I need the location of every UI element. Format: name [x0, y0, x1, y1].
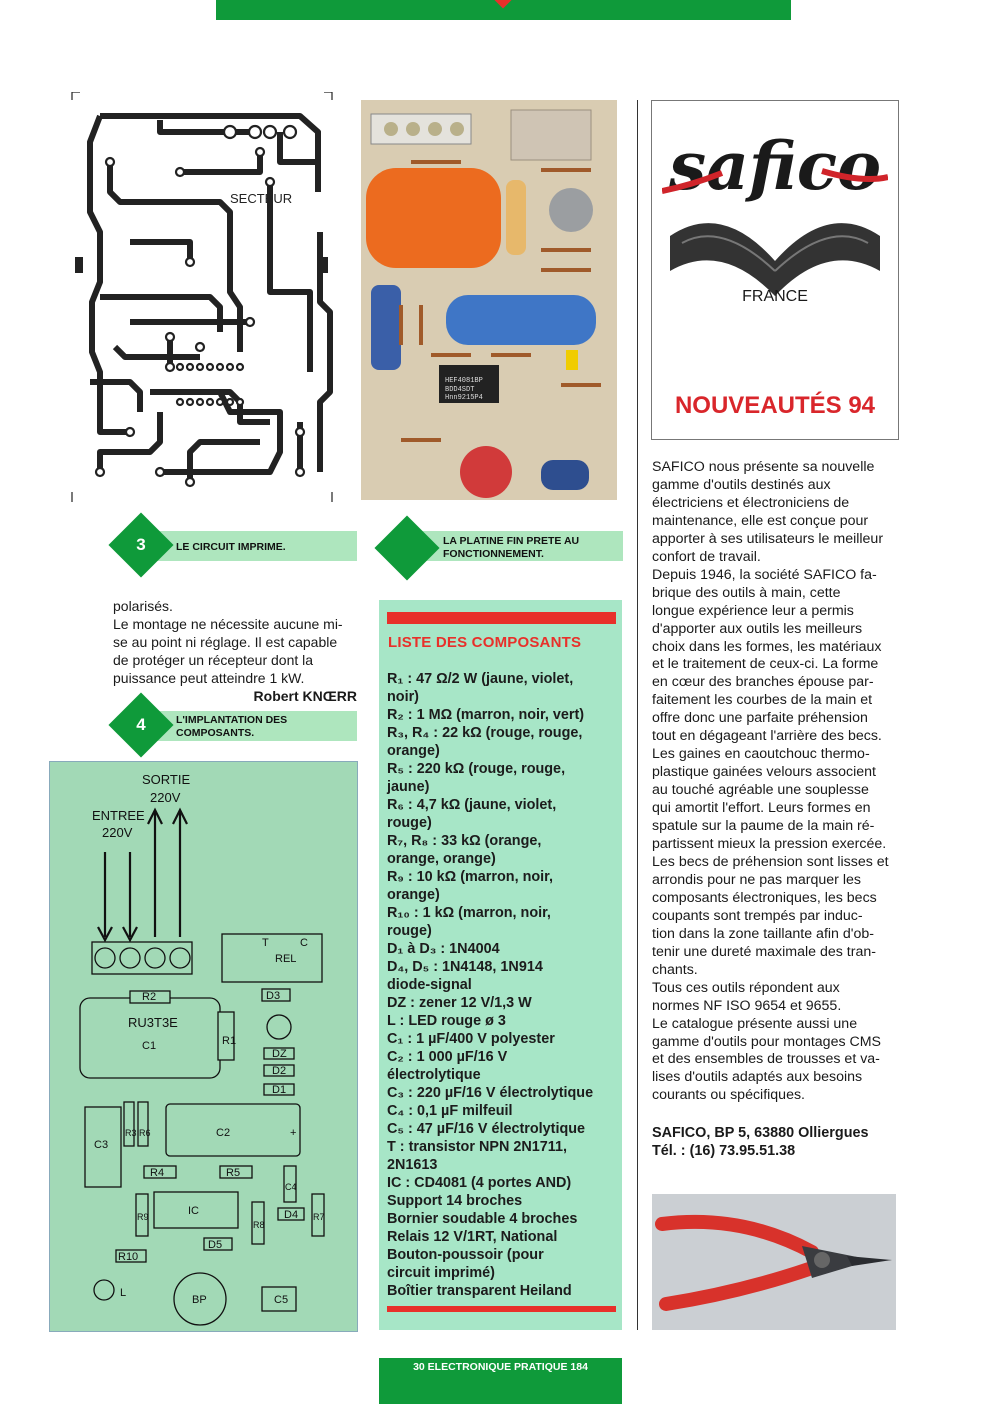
component-line: D₁ à D₃ : 1N4004: [387, 941, 500, 957]
news-line: confort de travail.: [652, 548, 761, 565]
part-R10: R10: [118, 1251, 139, 1263]
caption-text: L'IMPLANTATION DES COMPOSANTS.: [176, 714, 288, 739]
news-line: gamme d'outils destinés aux: [652, 476, 831, 493]
component-line: Relais 12 V/1RT, National: [387, 1229, 558, 1245]
component-line: jaune): [387, 779, 430, 795]
article-line: Le montage ne nécessite aucune mi-: [113, 616, 343, 632]
news-line: longue expérience leur a permis: [652, 602, 854, 619]
component-line: Bornier soudable 4 broches: [387, 1211, 578, 1227]
part-D2: D2: [272, 1065, 287, 1077]
part-R2: R2: [142, 991, 157, 1003]
part-C3: C3: [94, 1139, 109, 1151]
article-line: puissance peut atteindre 1 kW.: [113, 670, 305, 686]
part-C: C: [300, 937, 308, 949]
news-line: et des ensembles de trousses et va-: [652, 1051, 880, 1068]
ad-country: FRANCE: [742, 288, 808, 305]
caption-text: LA PLATINE FIN PRETE AU FONCTIONNEMENT.: [443, 535, 580, 560]
news-line: spatule sur la paume de la main ré-: [652, 818, 875, 835]
component-line: R₇, R₈ : 33 kΩ (orange,: [387, 833, 542, 849]
part-D4: D4: [284, 1209, 299, 1221]
news-line: plastique gainées velours associent: [652, 764, 876, 781]
sortie-voltage: 220V: [150, 790, 181, 805]
part-D1: D1: [272, 1084, 287, 1096]
part-logo: RU3T3E: [128, 1015, 178, 1030]
part-C5: C5: [274, 1294, 289, 1306]
part-R6: R6: [139, 1128, 151, 1138]
implantation-svg: [50, 762, 357, 1331]
article-line: polarisés.: [113, 598, 173, 614]
news-line: tenir une dureté maximale des tran-: [652, 943, 876, 960]
news-line: Les becs de préhension sont lisses et: [652, 853, 889, 870]
component-line: R₂ : 1 MΩ (marron, noir, vert): [387, 707, 585, 723]
footer-bar: [379, 1358, 622, 1404]
news-line: Les gaines en caoutchouc thermo-: [652, 746, 870, 763]
component-line: IC : CD4081 (4 portes AND): [387, 1175, 572, 1191]
caption-text: LE CIRCUIT IMPRIME.: [176, 541, 286, 553]
component-list: [379, 600, 622, 1330]
news-line: apporter à ses utilisateurs le meilleur: [652, 530, 884, 547]
component-line: noir): [387, 689, 419, 705]
header-bar: [216, 0, 791, 20]
part-C1: C1: [142, 1040, 157, 1052]
news-line: courants ou spécifiques.: [652, 1087, 806, 1104]
component-line: rouge): [387, 923, 432, 939]
caption-number: 4: [136, 715, 146, 734]
part-R8: R8: [253, 1220, 265, 1230]
component-line: C₄ : 0,1 µF milfeuil: [387, 1103, 513, 1119]
part-plus: +: [290, 1127, 297, 1139]
part-REL: REL: [275, 953, 297, 965]
component-line: diode-signal: [387, 977, 472, 993]
implantation-diagram: [49, 761, 358, 1332]
part-D5: D5: [208, 1239, 223, 1251]
part-R1: R1: [222, 1035, 237, 1047]
part-C2: C2: [216, 1127, 231, 1139]
entree-label: ENTREE: [92, 808, 145, 823]
red-rule: [387, 612, 616, 624]
news-line: maintenance, elle est conçue pour: [652, 512, 869, 529]
part-IC: IC: [188, 1205, 199, 1217]
news-line: lises d'outils adaptés aux besoins: [652, 1069, 863, 1086]
part-BP: BP: [192, 1294, 207, 1306]
pcb-drawing: [70, 92, 334, 502]
column-divider: [637, 100, 638, 1330]
component-line: R₅ : 220 kΩ (rouge, rouge,: [387, 761, 566, 777]
news-line: électriciens et électroniciens de: [652, 494, 850, 511]
part-R5: R5: [226, 1167, 241, 1179]
news-line: et le traitement de ceux-ci. La forme: [652, 656, 879, 673]
news-line: normes NF ISO 9654 et 9655.: [652, 997, 842, 1014]
news-line: brique des outils à main, cette: [652, 584, 841, 601]
component-line: R₉ : 10 kΩ (marron, noir,: [387, 869, 553, 885]
board-photo: [361, 100, 617, 500]
news-line: en cœur des branches épouse par-: [652, 674, 874, 691]
component-line: L : LED rouge ø 3: [387, 1013, 506, 1029]
wire-cutter-photo: [652, 1194, 896, 1330]
news-line: choix dans les formes, les matériaux: [652, 638, 882, 655]
component-line: T : transistor NPN 2N1711,: [387, 1139, 567, 1155]
footer-text: 30 ELECTRONIQUE PRATIQUE 184: [413, 1361, 588, 1373]
component-line: orange): [387, 887, 440, 903]
news-address-block: [652, 1124, 896, 1160]
news-line: Depuis 1946, la société SAFICO fa-: [652, 566, 877, 583]
news-line: gamme d'outils pour montages CMS: [652, 1033, 882, 1050]
news-line: qui amortit l'effort. Leurs formes en: [652, 800, 871, 817]
news-line: chants.: [652, 961, 698, 978]
news-line: au touché agréable une souplesse: [652, 782, 869, 799]
component-line: R₆ : 4,7 kΩ (jaune, violet,: [387, 797, 557, 813]
component-line: Support 14 broches: [387, 1193, 523, 1209]
news-line: faitement les courbes de la main et: [652, 692, 873, 709]
pcb-label: SECTEUR: [230, 191, 293, 206]
part-R3: R3: [125, 1128, 137, 1138]
entree-voltage: 220V: [102, 825, 133, 840]
news-line: composants électroniques, les becs: [652, 889, 877, 906]
component-line: R₁ : 47 Ω/2 W (jaune, violet,: [387, 671, 574, 687]
component-line: C₁ : 1 µF/400 V polyester: [387, 1031, 555, 1047]
article-author: Robert KNŒRR: [253, 688, 357, 704]
ad-brand: safico: [668, 127, 882, 205]
news-line: arrondis pour ne pas marquer les: [652, 871, 861, 888]
part-R9: R9: [137, 1212, 149, 1222]
part-D3: D3: [266, 990, 281, 1002]
component-line: R₁₀ : 1 kΩ (marron, noir,: [387, 905, 551, 921]
article-text: [113, 597, 357, 705]
red-rule-bottom: [387, 1306, 616, 1312]
chip-sublabel-2: Hnn9215P4: [445, 394, 483, 402]
component-line: DZ : zener 12 V/1,3 W: [387, 995, 532, 1011]
part-R7: R7: [313, 1212, 325, 1222]
news-address: SAFICO, BP 5, 63880 Olliergues: [652, 1125, 869, 1141]
caption-number: 3: [136, 535, 146, 554]
diamond-marker-icon: [495, 0, 512, 8]
news-line: tout en dégageant l'arrière des becs.: [652, 728, 882, 745]
component-line: D₄, D₅ : 1N4148, 1N914: [387, 959, 543, 975]
ad-headline: NOUVEAUTÉS 94: [674, 392, 876, 419]
component-line: C₂ : 1 000 µF/16 V: [387, 1049, 508, 1065]
component-line: Boîtier transparent Heiland: [387, 1283, 572, 1299]
news-phone: Tél. : (16) 73.95.51.38: [652, 1143, 796, 1159]
news-line: coupants sont trempés par induc-: [652, 907, 863, 924]
component-line: électrolytique: [387, 1067, 481, 1083]
part-T: T: [262, 937, 269, 949]
component-list-title: LISTE DES COMPOSANTS: [388, 634, 582, 651]
component-line: orange, orange): [387, 851, 496, 867]
component-lines: [387, 670, 619, 1300]
part-L: L: [120, 1287, 127, 1299]
article-line: se au point ni réglage. Il est capable: [113, 634, 338, 650]
component-line: orange): [387, 743, 440, 759]
news-line: offre donc une parfaite préhension: [652, 710, 868, 727]
news-line: d'apporter aux outils les meilleurs: [652, 620, 863, 637]
news-line: Le catalogue présente aussi une: [652, 1015, 858, 1032]
component-line: R₃, R₄ : 22 kΩ (rouge, rouge,: [387, 725, 583, 741]
news-line: partissent mieux la pression exercée.: [652, 836, 887, 853]
component-line: C₃ : 220 µF/16 V électrolytique: [387, 1085, 594, 1101]
component-line: Bouton-poussoir (pour: [387, 1247, 544, 1263]
part-DZ: DZ: [272, 1048, 287, 1060]
component-line: C₅ : 47 µF/16 V électrolytique: [387, 1121, 586, 1137]
chip-label: HEF4081BP: [445, 377, 483, 385]
part-C4: C4: [285, 1182, 297, 1192]
part-R4: R4: [150, 1167, 165, 1179]
sortie-label: SORTIE: [142, 772, 191, 787]
news-line: tion dans la zone taillante afin d'ob-: [652, 925, 874, 942]
component-line: rouge): [387, 815, 432, 831]
article-line: de protéger un récepteur dont la: [113, 652, 314, 668]
chip-sublabel: BDD4SDT: [445, 386, 475, 394]
component-line: circuit imprimé): [387, 1265, 495, 1281]
news-text: [652, 459, 896, 1105]
news-line: SAFICO nous présente sa nouvelle: [652, 459, 875, 475]
safico-ad: [651, 100, 899, 440]
caption-diamond-icon: [374, 515, 439, 580]
component-line: 2N1613: [387, 1157, 438, 1173]
news-line: Tous ces outils répondent aux: [652, 979, 840, 996]
